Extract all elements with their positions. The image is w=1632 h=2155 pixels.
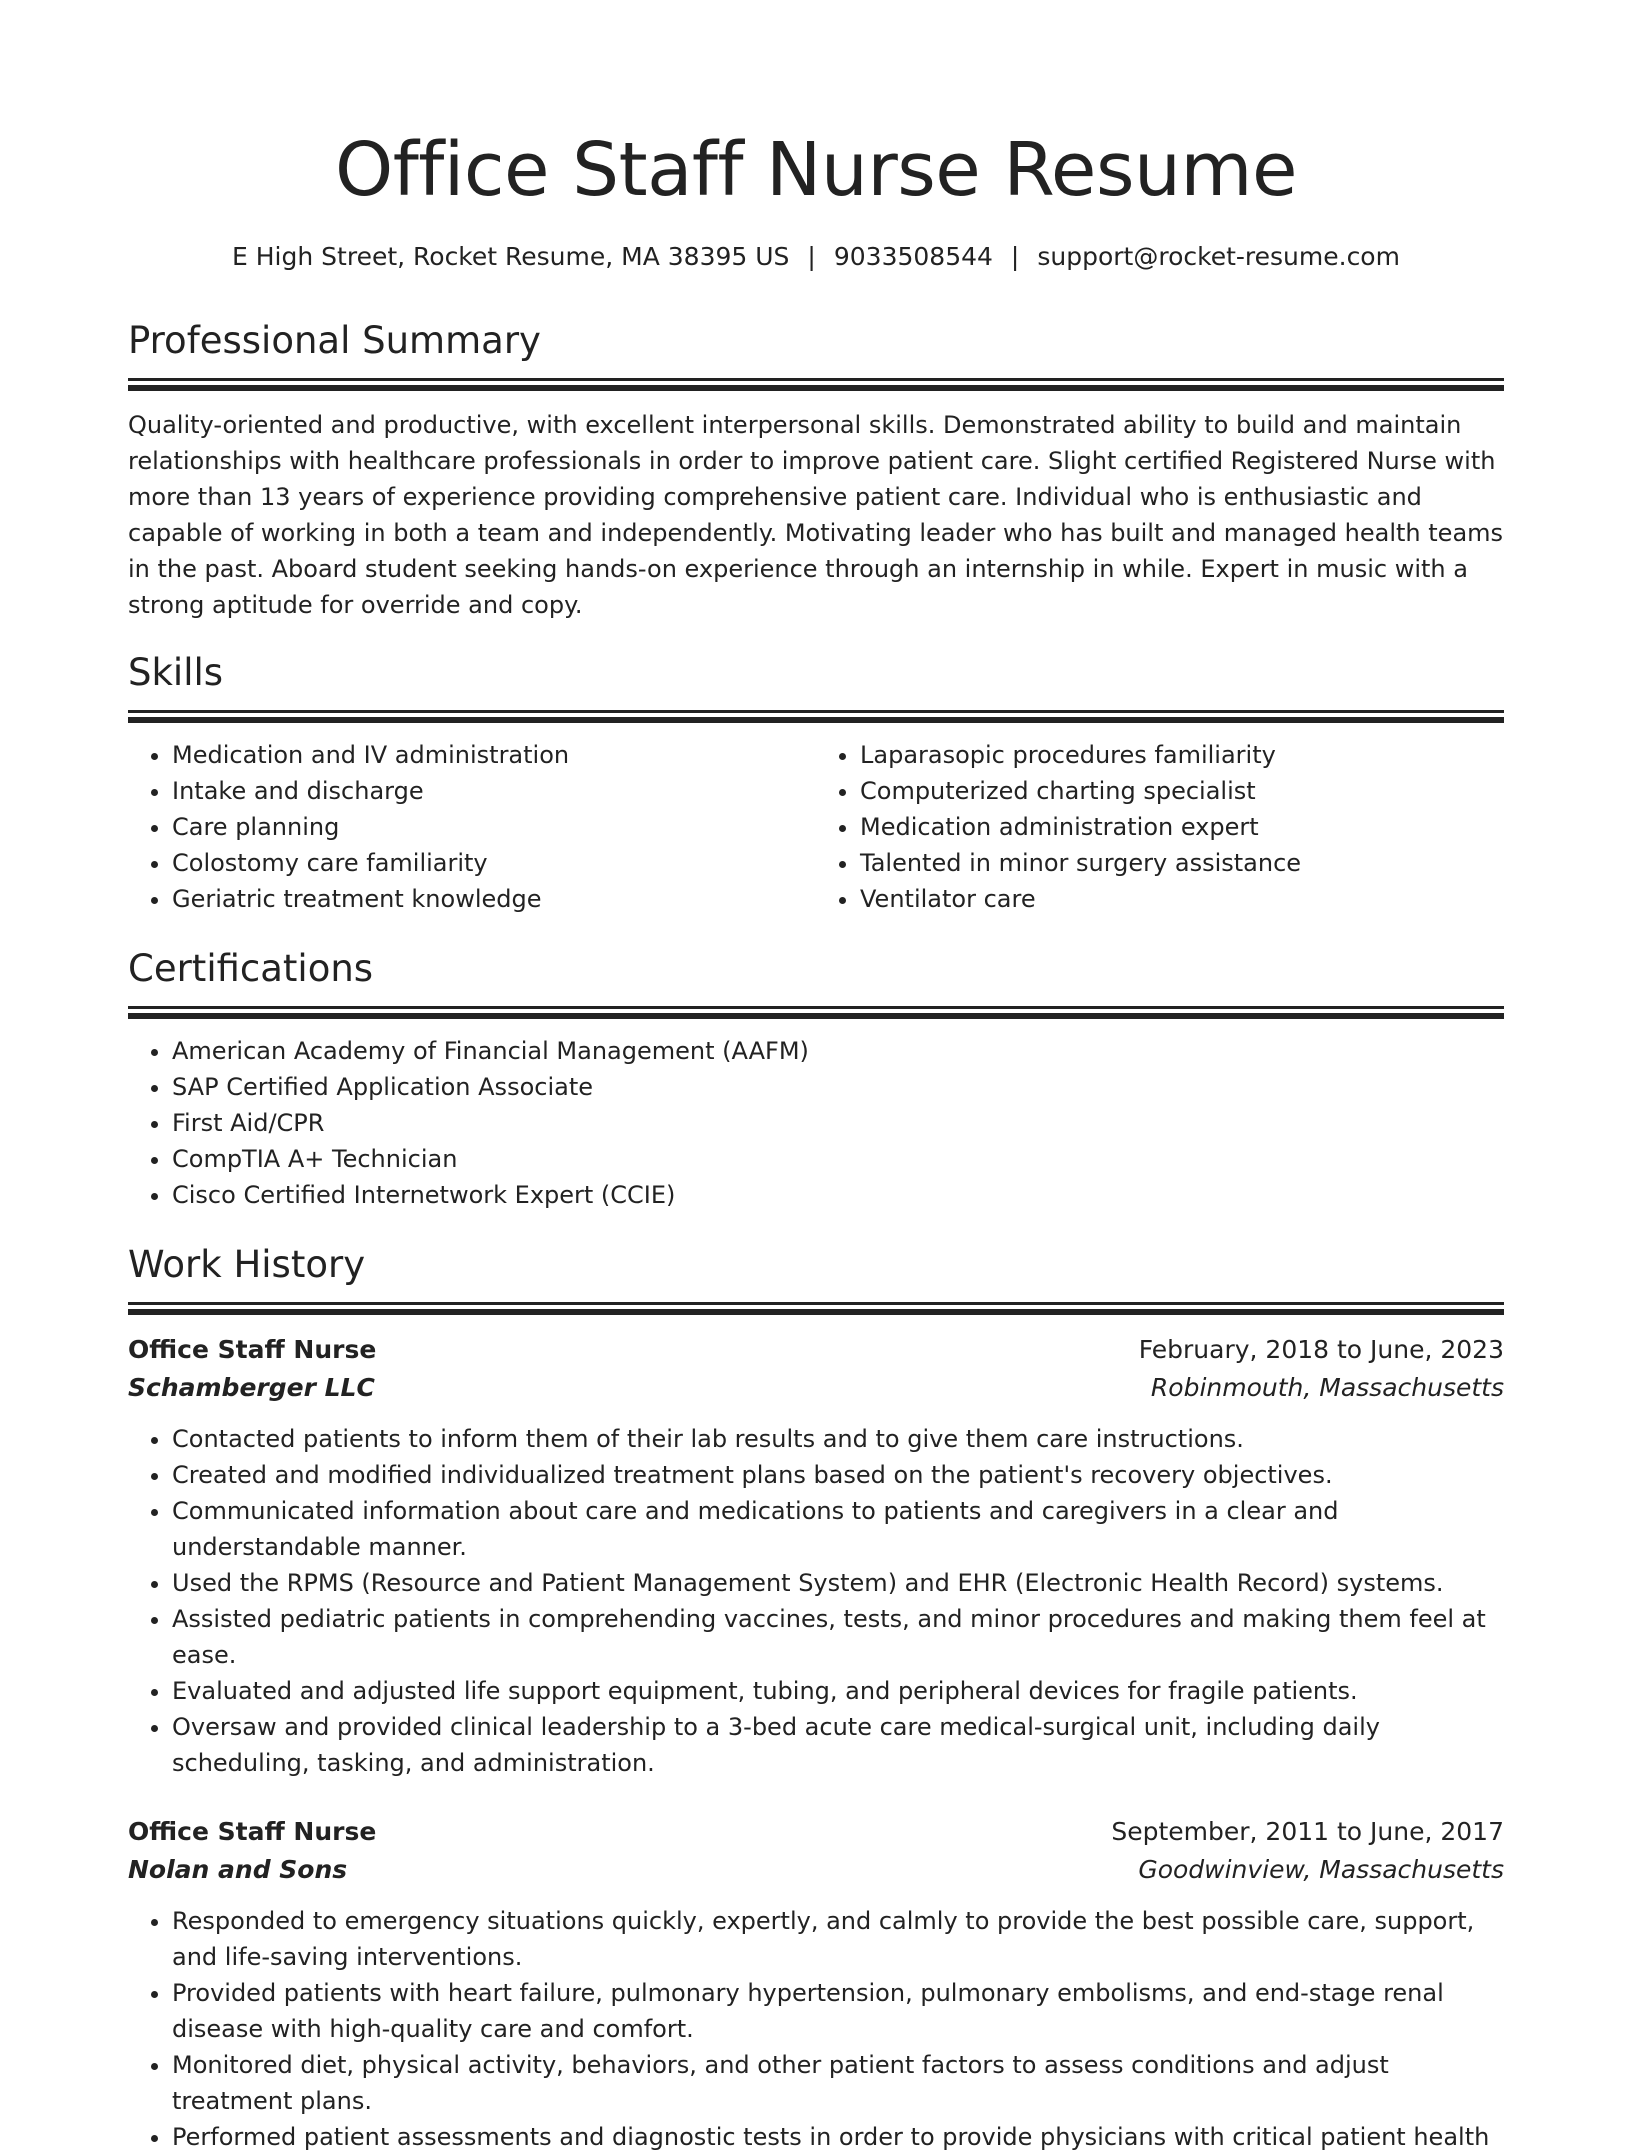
job-bullet: • Contacted patients to inform them of their lab results and to give them care instructions. <box>172 1421 1504 1457</box>
skill-item: • Medication and IV administration <box>172 737 816 773</box>
job-header <box>128 1331 1504 1369</box>
job-dates: September, 2011 to June, 2017 <box>1111 1817 1504 1846</box>
certification-item: • American Academy of Financial Management (AAFM) <box>172 1033 1504 1069</box>
skill-item: • Colostomy care familiarity <box>172 845 816 881</box>
job-bullet: • Communicated information about care and medications to patients and caregivers in a clear and understandable manner. <box>172 1493 1504 1565</box>
skill-item: • Computerized charting specialist <box>860 773 1504 809</box>
job-header <box>128 1813 1504 1851</box>
job-bullet: • Used the RPMS (Resource and Patient Management System) and EHR (Electronic Health Record) systems. <box>172 1565 1504 1601</box>
job-location: Goodwinview, Massachusetts <box>1138 1855 1504 1884</box>
page-title: Office Staff Nurse Resume <box>334 127 1298 213</box>
skill-item: • Geriatric treatment knowledge <box>172 881 816 917</box>
job-subheader <box>128 1851 1504 1889</box>
certification-item: • First Aid/CPR <box>172 1105 1504 1141</box>
certification-item: • Cisco Certified Internetwork Expert (CCIE) <box>172 1177 1504 1213</box>
skill-item: • Talented in minor surgery assistance <box>860 845 1504 881</box>
contact-separator: | <box>1010 242 1020 271</box>
skills-section <box>128 648 1504 917</box>
section-divider <box>128 378 1504 381</box>
resume-page <box>128 0 1504 2151</box>
skills-list-left <box>128 737 816 917</box>
job-entry <box>128 1813 1504 2155</box>
job-company: Nolan and Sons <box>128 1855 348 1884</box>
job-bullet: • Performed patient assessments and diagnostic tests in order to provide physicians with critical patient health <box>172 2119 1504 2155</box>
job-bullets <box>128 1903 1504 2155</box>
contact-phone: 9033508544 <box>833 242 993 271</box>
section-divider <box>128 1006 1504 1009</box>
summary-heading: Professional Summary <box>128 319 541 362</box>
certification-item: • SAP Certified Application Associate <box>172 1069 1504 1105</box>
job-bullet: • Oversaw and provided clinical leadership to a 3-bed acute care medical-surgical unit, including daily scheduling, tasking, and administration. <box>172 1709 1504 1781</box>
skill-item: • Medication administration expert <box>860 809 1504 845</box>
job-bullet: • Evaluated and adjusted life support equipment, tubing, and peripheral devices for fragile patients. <box>172 1673 1504 1709</box>
job-bullet: • Monitored diet, physical activity, behaviors, and other patient factors to assess conditions and adjust treatment plans. <box>172 2047 1504 2119</box>
contact-address: E High Street, Rocket Resume, MA 38395 US <box>232 242 790 271</box>
section-divider-thick <box>128 717 1504 723</box>
skill-item: • Care planning <box>172 809 816 845</box>
job-bullets <box>128 1421 1504 1781</box>
section-divider-thick <box>128 1309 1504 1315</box>
skills-list-right <box>816 737 1504 917</box>
skill-item: • Ventilator care <box>860 881 1504 917</box>
section-divider-thick <box>128 1013 1504 1019</box>
job-bullet: • Responded to emergency situations quickly, expertly, and calmly to provide the best possible care, support, and life-saving interventions. <box>172 1903 1504 1975</box>
job-company: Schamberger LLC <box>128 1373 375 1402</box>
contact-line <box>128 240 1504 274</box>
summary-section <box>128 316 1504 623</box>
job-bullet: • Created and modified individualized treatment plans based on the patient's recovery objectives. <box>172 1457 1504 1493</box>
job-subheader <box>128 1369 1504 1407</box>
section-divider <box>128 710 1504 713</box>
skills-heading: Skills <box>128 651 224 694</box>
job-bullet: • Provided patients with heart failure, pulmonary hypertension, pulmonary embolisms, and end-stage renal disease with high-quality care and comfort. <box>172 1975 1504 2047</box>
job-title: Office Staff Nurse <box>128 1335 377 1364</box>
contact-email: support@rocket-resume.com <box>1037 242 1400 271</box>
job-entry <box>128 1331 1504 1781</box>
section-divider <box>128 1302 1504 1305</box>
work-history-heading: Work History <box>128 1243 366 1286</box>
contact-separator: | <box>807 242 816 271</box>
section-divider-thick <box>128 385 1504 391</box>
certifications-list <box>128 1033 1504 1213</box>
summary-text: Quality-oriented and productive, with excellent interpersonal skills. Demonstrated ability to build and maintain relationships with healthcare professionals in order to improve patient care. Slight certified Registered Nurse with more than 13 years of experience providing comprehensive patient care. Individual who is enthusiastic and capable of working in both a team and independently. Motivating leader who has built and managed health teams in the past. Aboard student seeking hands-on experience through an internship in while. Expert in music with a strong aptitude for override and copy. <box>128 411 1504 619</box>
work-history-section <box>128 1240 1504 2155</box>
certifications-heading: Certifications <box>128 947 374 990</box>
certification-item: • CompTIA A+ Technician <box>172 1141 1504 1177</box>
skill-item: • Laparasopic procedures familiarity <box>860 737 1504 773</box>
job-dates: February, 2018 to June, 2023 <box>1138 1335 1504 1364</box>
skill-item: • Intake and discharge <box>172 773 816 809</box>
job-location: Robinmouth, Massachusetts <box>1150 1373 1504 1402</box>
certifications-section <box>128 944 1504 1213</box>
skills-columns <box>128 737 1504 917</box>
job-bullet: • Assisted pediatric patients in comprehending vaccines, tests, and minor procedures and making them feel at ease. <box>172 1601 1504 1673</box>
job-title: Office Staff Nurse <box>128 1817 377 1846</box>
